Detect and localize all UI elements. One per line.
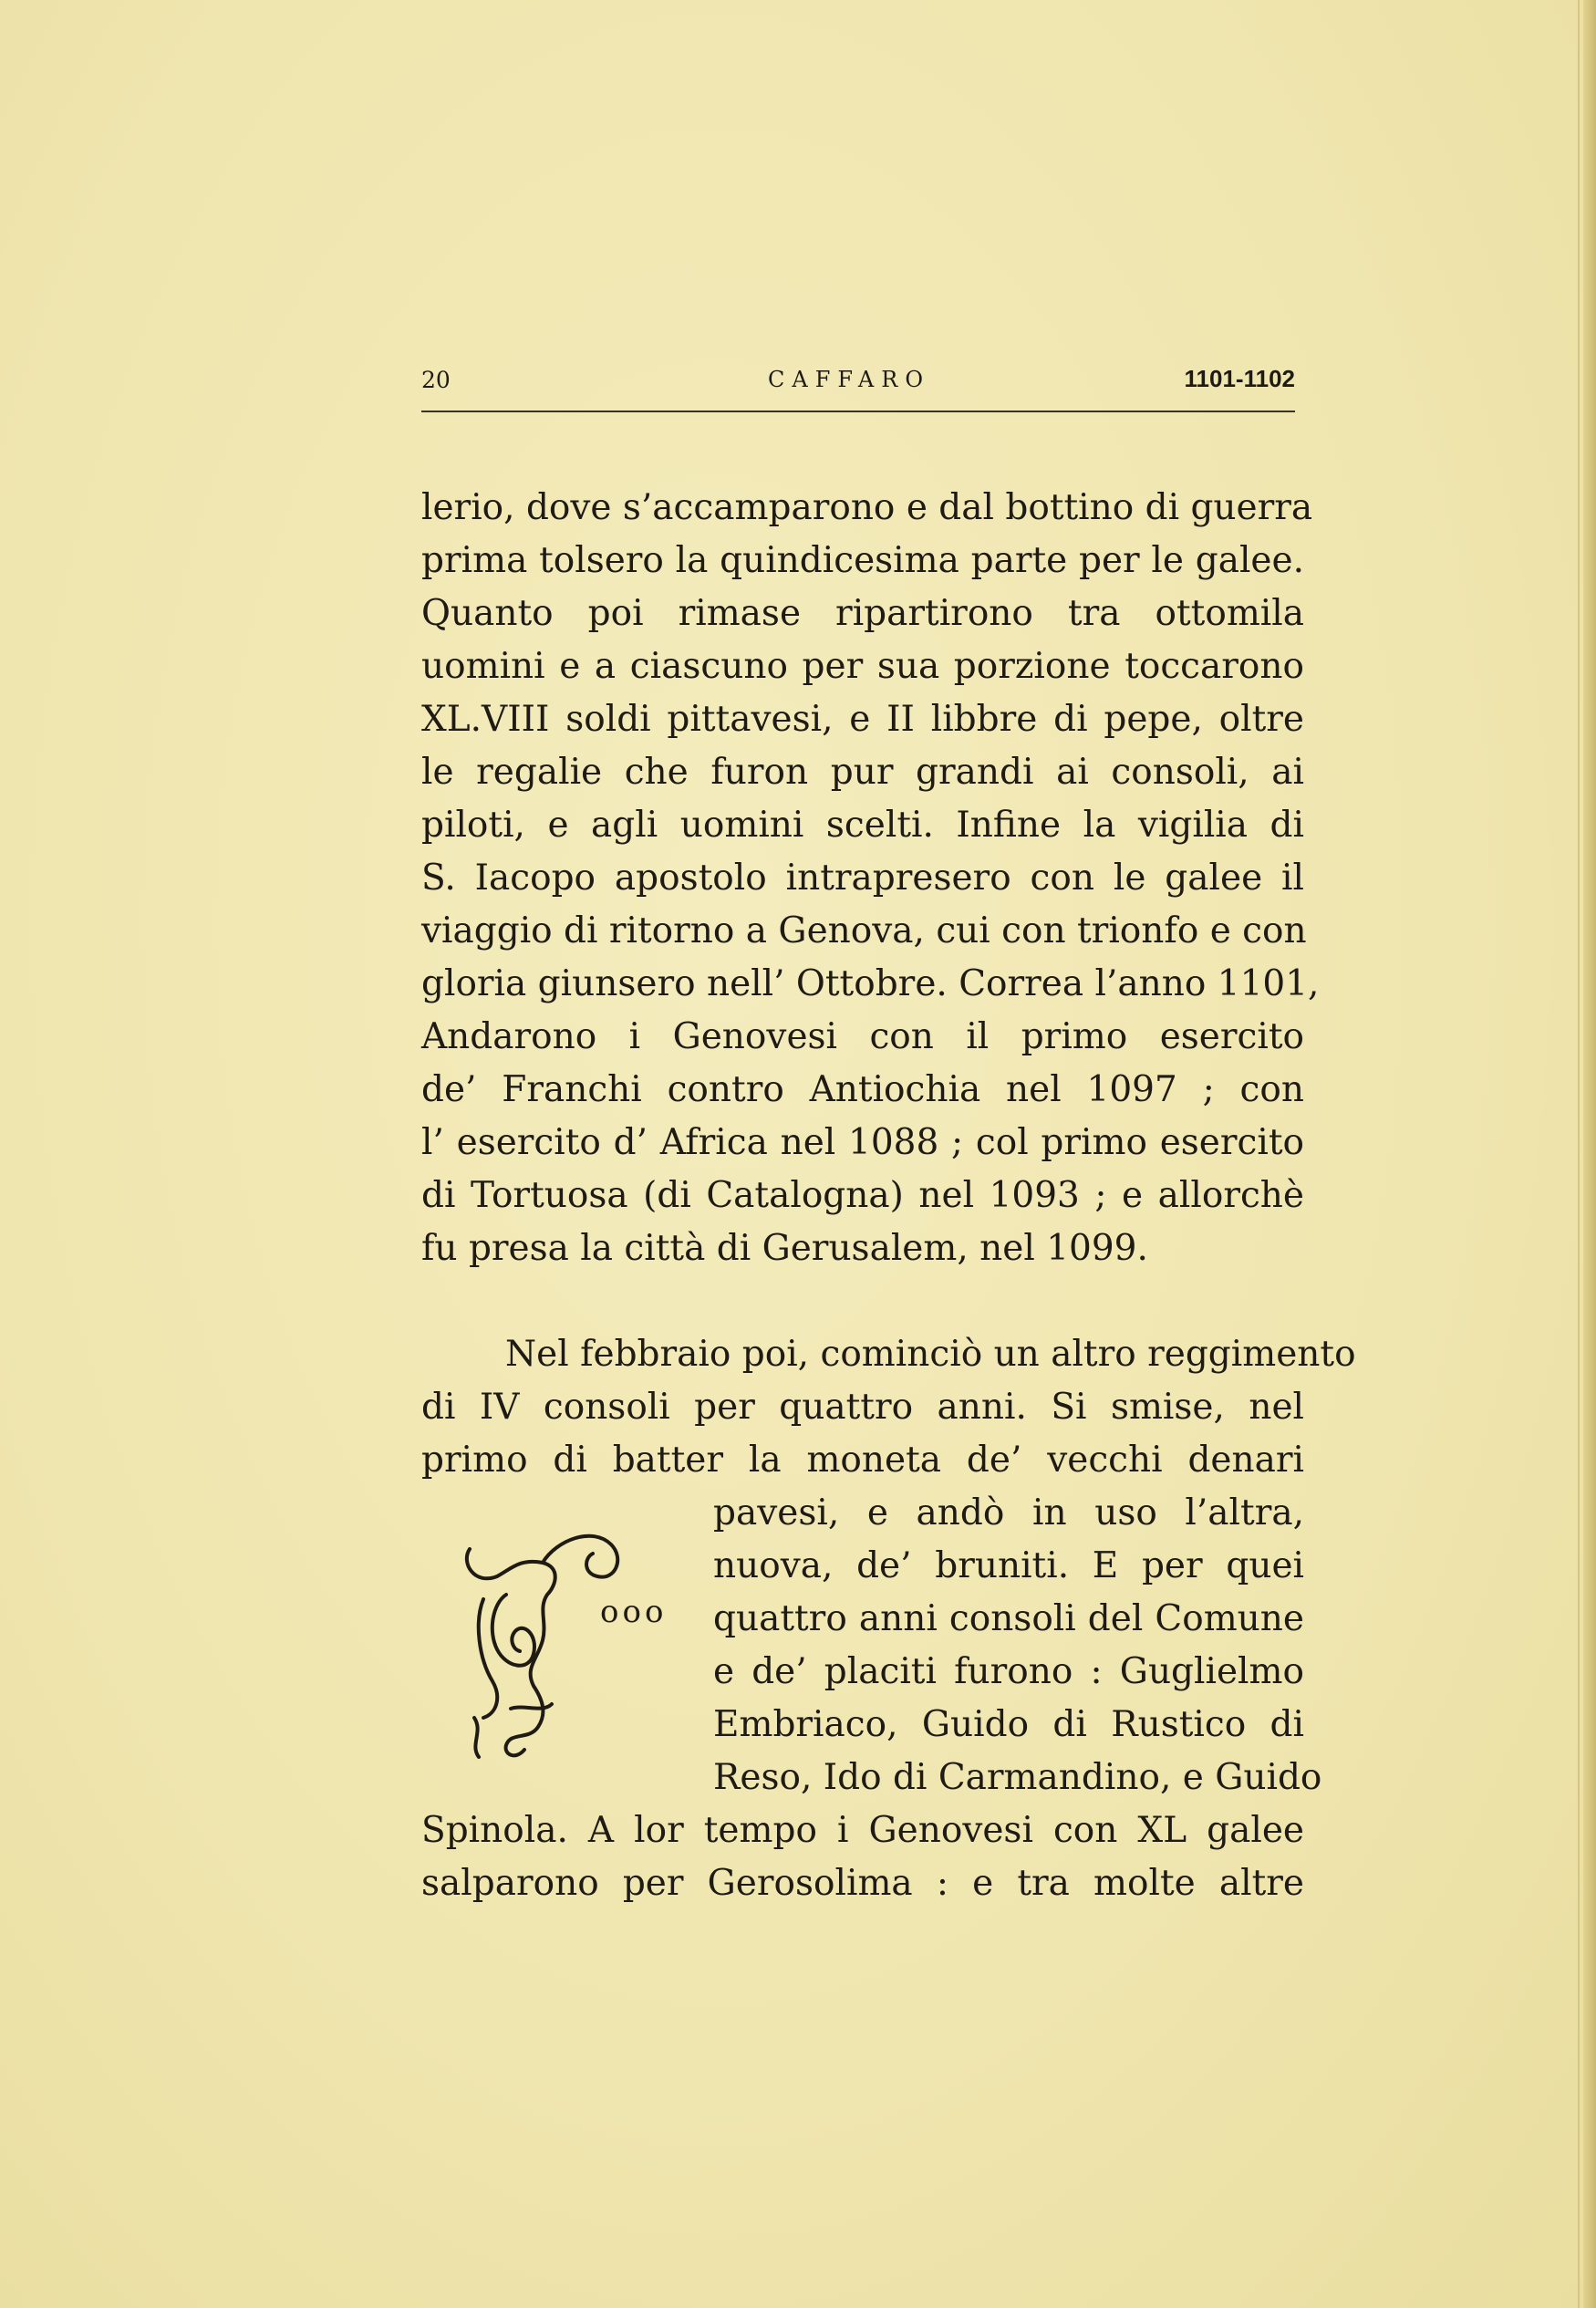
text-line: Nel febbraio poi, cominciò un altro reggimento (505, 1334, 1356, 1375)
header-rule (421, 411, 1295, 412)
text-line: e de’ placiti furono : Guglielmo (713, 1651, 1304, 1692)
text-line: prima tolsero la quindicesima parte per le galee. (421, 540, 1304, 581)
page-number: 20 (421, 367, 451, 393)
text-line: gloria giunsero nell’ Ottobre. Correa l’anno 1101, (421, 963, 1320, 1004)
year-range: 1101-1102 (1184, 365, 1295, 392)
page-edge (1583, 0, 1596, 2308)
text-line: piloti, e agli uomini scelti. Infine la vigilia di (421, 805, 1304, 846)
text-line: Reso, Ido di Carmandino, e Guido (713, 1757, 1322, 1798)
page-edge-line (1578, 0, 1580, 2308)
text-line: Embriaco, Guido di Rustico di (713, 1704, 1304, 1745)
running-head (421, 363, 1295, 400)
text-line: pavesi, e andò in uso l’altra, (713, 1492, 1304, 1533)
initial-word: ooo (600, 1594, 668, 1630)
text-line: de’ Franchi contro Antiochia nel 1097 ; con (421, 1069, 1304, 1110)
text-line: S. Iacopo apostolo intrapresero con le galee il (421, 858, 1304, 899)
paragraph-gap (421, 1275, 1304, 1328)
text-line: nuova, de’ bruniti. E per quei (713, 1545, 1304, 1586)
text-line: l’ esercito d’ Africa nel 1088 ; col primo esercito (421, 1122, 1304, 1163)
text-line: quattro anni consoli del Comune (713, 1598, 1304, 1639)
text-line: XL.VIII soldi pittavesi, e II libbre di pepe, oltre (421, 699, 1304, 740)
initial-flourish-icon (456, 1522, 684, 1768)
text-line: le regalie che furon pur grandi ai consoli, ai (421, 752, 1304, 793)
text-line: lerio, dove s’accamparono e dal bottino di guerra (421, 487, 1313, 528)
running-title: CAFFARO (768, 367, 930, 392)
text-line: viaggio di ritorno a Genova, cui con trionfo e con (421, 910, 1307, 951)
text-line: salparono per Gerosolima : e tra molte altre (421, 1863, 1304, 1904)
text-line: Quanto poi rimase ripartirono tra ottomila (421, 593, 1304, 634)
text-line: Andarono i Genovesi con il primo esercito (421, 1016, 1304, 1057)
text-line: uomini e a ciascuno per sua porzione toccarono (421, 646, 1304, 687)
text-line: primo di batter la moneta de’ vecchi denari (421, 1440, 1304, 1481)
decorated-initial (456, 1522, 684, 1768)
text-line: Spinola. A lor tempo i Genovesi con XL galee (421, 1810, 1304, 1851)
text-line: di IV consoli per quattro anni. Si smise, nel (421, 1387, 1304, 1428)
text-line: di Tortuosa (di Catalogna) nel 1093 ; e allorchè (421, 1175, 1304, 1216)
text-line: fu presa la città di Gerusalem, nel 1099. (421, 1228, 1148, 1269)
